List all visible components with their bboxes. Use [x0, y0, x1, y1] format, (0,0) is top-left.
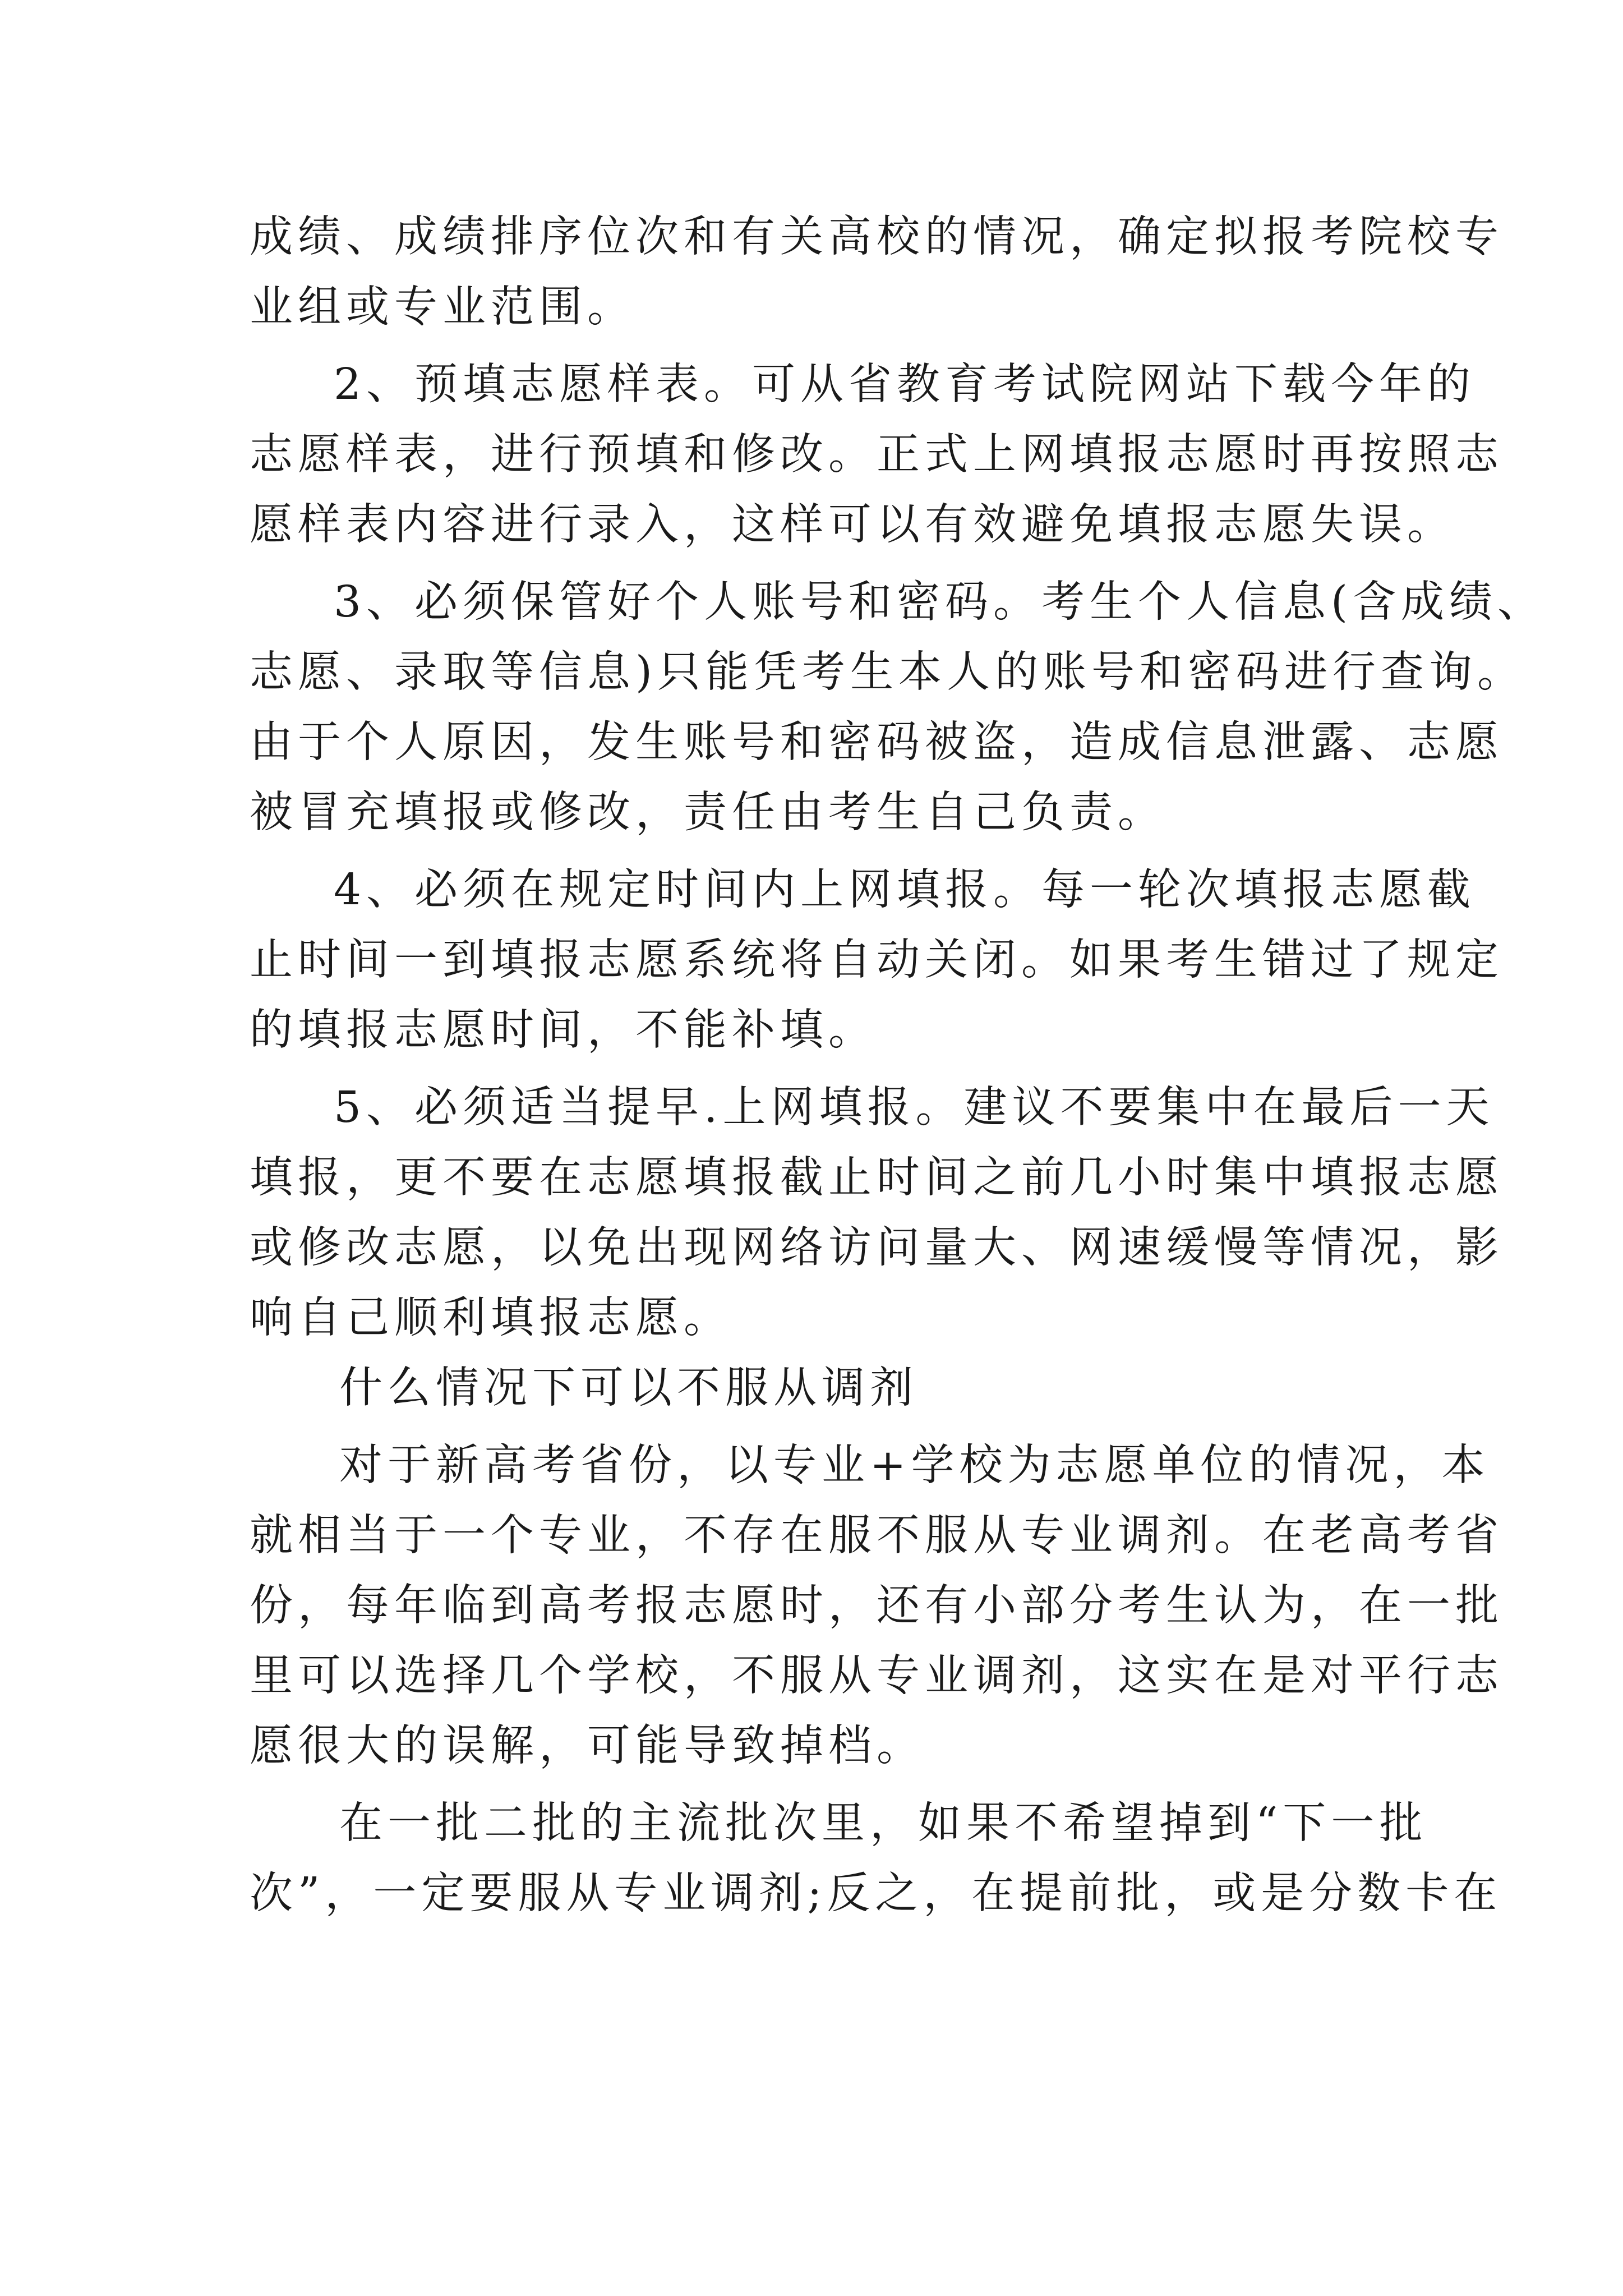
paragraph-start: 对于新高考省份，以专业+学校为志愿单位的情况，本 — [339, 1441, 1490, 1490]
text-line: 志愿、录取等信息)只能凭考生本人的账号和密码进行查询。 — [250, 647, 1526, 697]
section-heading: 什么情况下可以不服从调剂 — [339, 1363, 918, 1413]
text-line: 里可以选择几个学校，不服从专业调剂，这实在是对平行志 — [250, 1651, 1504, 1701]
text-line: 由于个人原因，发生账号和密码被盗，造成信息泄露、志愿 — [250, 717, 1504, 767]
paragraph-start: 4、必须在规定时间内上网填报。每一轮次填报志愿截 — [334, 865, 1476, 915]
text-line: 填报，更不要在志愿填报截止时间之前几小时集中填报志愿 — [250, 1153, 1504, 1203]
text-line: 被冒充填报或修改，责任由考生自己负责。 — [250, 788, 1166, 838]
text-line: 成绩、成绩排序位次和有关高校的情况，确定拟报考院校专 — [250, 212, 1504, 262]
paragraph-start: 在一批二批的主流批次里，如果不希望掉到“下一批 — [339, 1798, 1428, 1848]
text-line: 业组或专业范围。 — [250, 282, 635, 332]
text-line: 愿很大的误解，可能导致掉档。 — [250, 1721, 925, 1771]
paragraph-start: 3、必须保管好个人账号和密码。考生个人信息(含成绩、 — [334, 577, 1546, 627]
text-line: 或修改志愿，以免出现网络访问量大、网速缓慢等情况，影 — [250, 1223, 1504, 1273]
text-line: 止时间一到填报志愿系统将自动关闭。如果考生错过了规定 — [250, 935, 1504, 985]
text-line: 响自己顺利填报志愿。 — [250, 1293, 732, 1343]
paragraph-start: 2、预填志愿样表。可从省教育考试院网站下载今年的 — [334, 360, 1476, 409]
text-line: 就相当于一个专业，不存在服不服从专业调剂。在老高考省 — [250, 1511, 1504, 1561]
text-line: 的填报志愿时间，不能补填。 — [250, 1005, 877, 1055]
text-line: 份，每年临到高考报志愿时，还有小部分考生认为，在一批 — [250, 1581, 1504, 1631]
document-body — [250, 202, 1546, 1929]
text-line: 次”，一定要服从专业调剂;反之，在提前批，或是分数卡在 — [250, 1869, 1502, 1918]
text-line: 愿样表内容进行录入，这样可以有效避免填报志愿失误。 — [250, 500, 1455, 550]
paragraph-start: 5、必须适当提早.上网填报。建议不要集中在最后一天 — [334, 1083, 1495, 1133]
text-line: 志愿样表，进行预填和修改。正式上网填报志愿时再按照志 — [250, 430, 1504, 480]
